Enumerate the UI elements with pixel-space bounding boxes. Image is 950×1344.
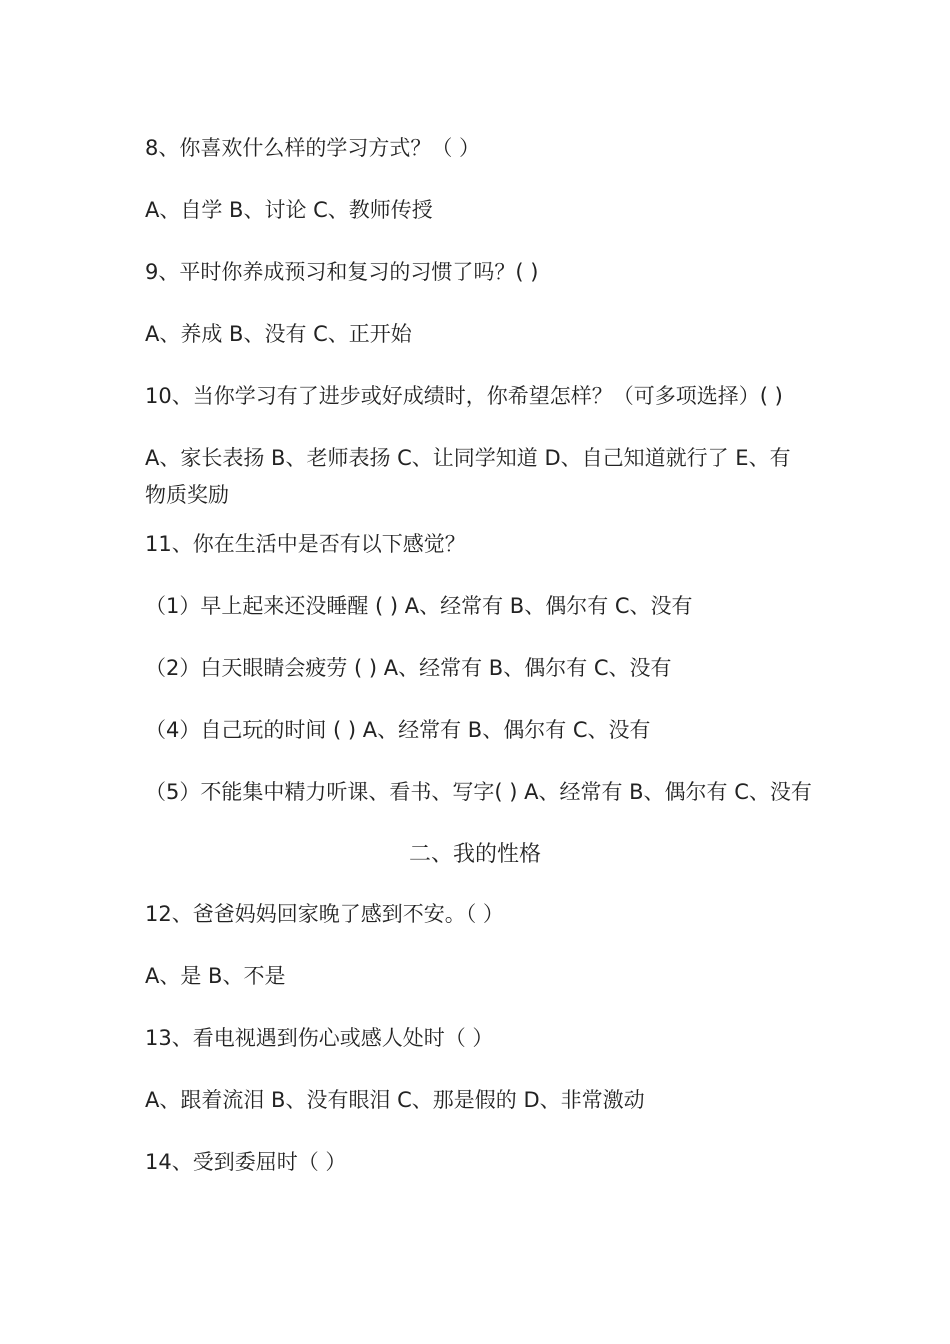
question-8: 8、你喜欢什么样的学习方式？（ ）	[145, 136, 481, 160]
question-14: 14、受到委屈时（ ）	[145, 1150, 347, 1174]
question-11-item-5: （5）不能集中精力听课、看书、写字( ) A、经常有 B、偶尔有 C、没有	[145, 780, 812, 804]
question-11-item-4: （4）自己玩的时间 ( ) A、经常有 B、偶尔有 C、没有	[145, 718, 651, 742]
question-9: 9、平时你养成预习和复习的习惯了吗？( )	[145, 260, 539, 284]
question-11-item-2: （2）白天眼睛会疲劳 ( ) A、经常有 B、偶尔有 C、没有	[145, 656, 672, 680]
question-13-options: A、跟着流泪 B、没有眼泪 C、那是假的 D、非常激动	[145, 1088, 645, 1112]
question-13: 13、看电视遇到伤心或感人处时（ ）	[145, 1026, 494, 1050]
question-10: 10、当你学习有了进步或好成绩时，你希望怎样？（可多项选择）( )	[145, 384, 783, 408]
question-11-item-1: （1）早上起来还没睡醒 ( ) A、经常有 B、偶尔有 C、没有	[145, 594, 693, 618]
question-11: 11、你在生活中是否有以下感觉？	[145, 532, 466, 556]
section-heading: 二、我的性格	[408, 842, 541, 867]
question-12: 12、爸爸妈妈回家晚了感到不安。（ ）	[145, 902, 504, 926]
question-10-options: A、家长表扬 B、老师表扬 C、让同学知道 D、自己知道就行了 E、有物质奖励	[145, 446, 791, 507]
question-12-options: A、是 B、不是	[145, 964, 286, 988]
question-8-options: A、自学 B、讨论 C、教师传授	[145, 198, 433, 222]
question-9-options: A、养成 B、没有 C、正开始	[145, 322, 412, 346]
